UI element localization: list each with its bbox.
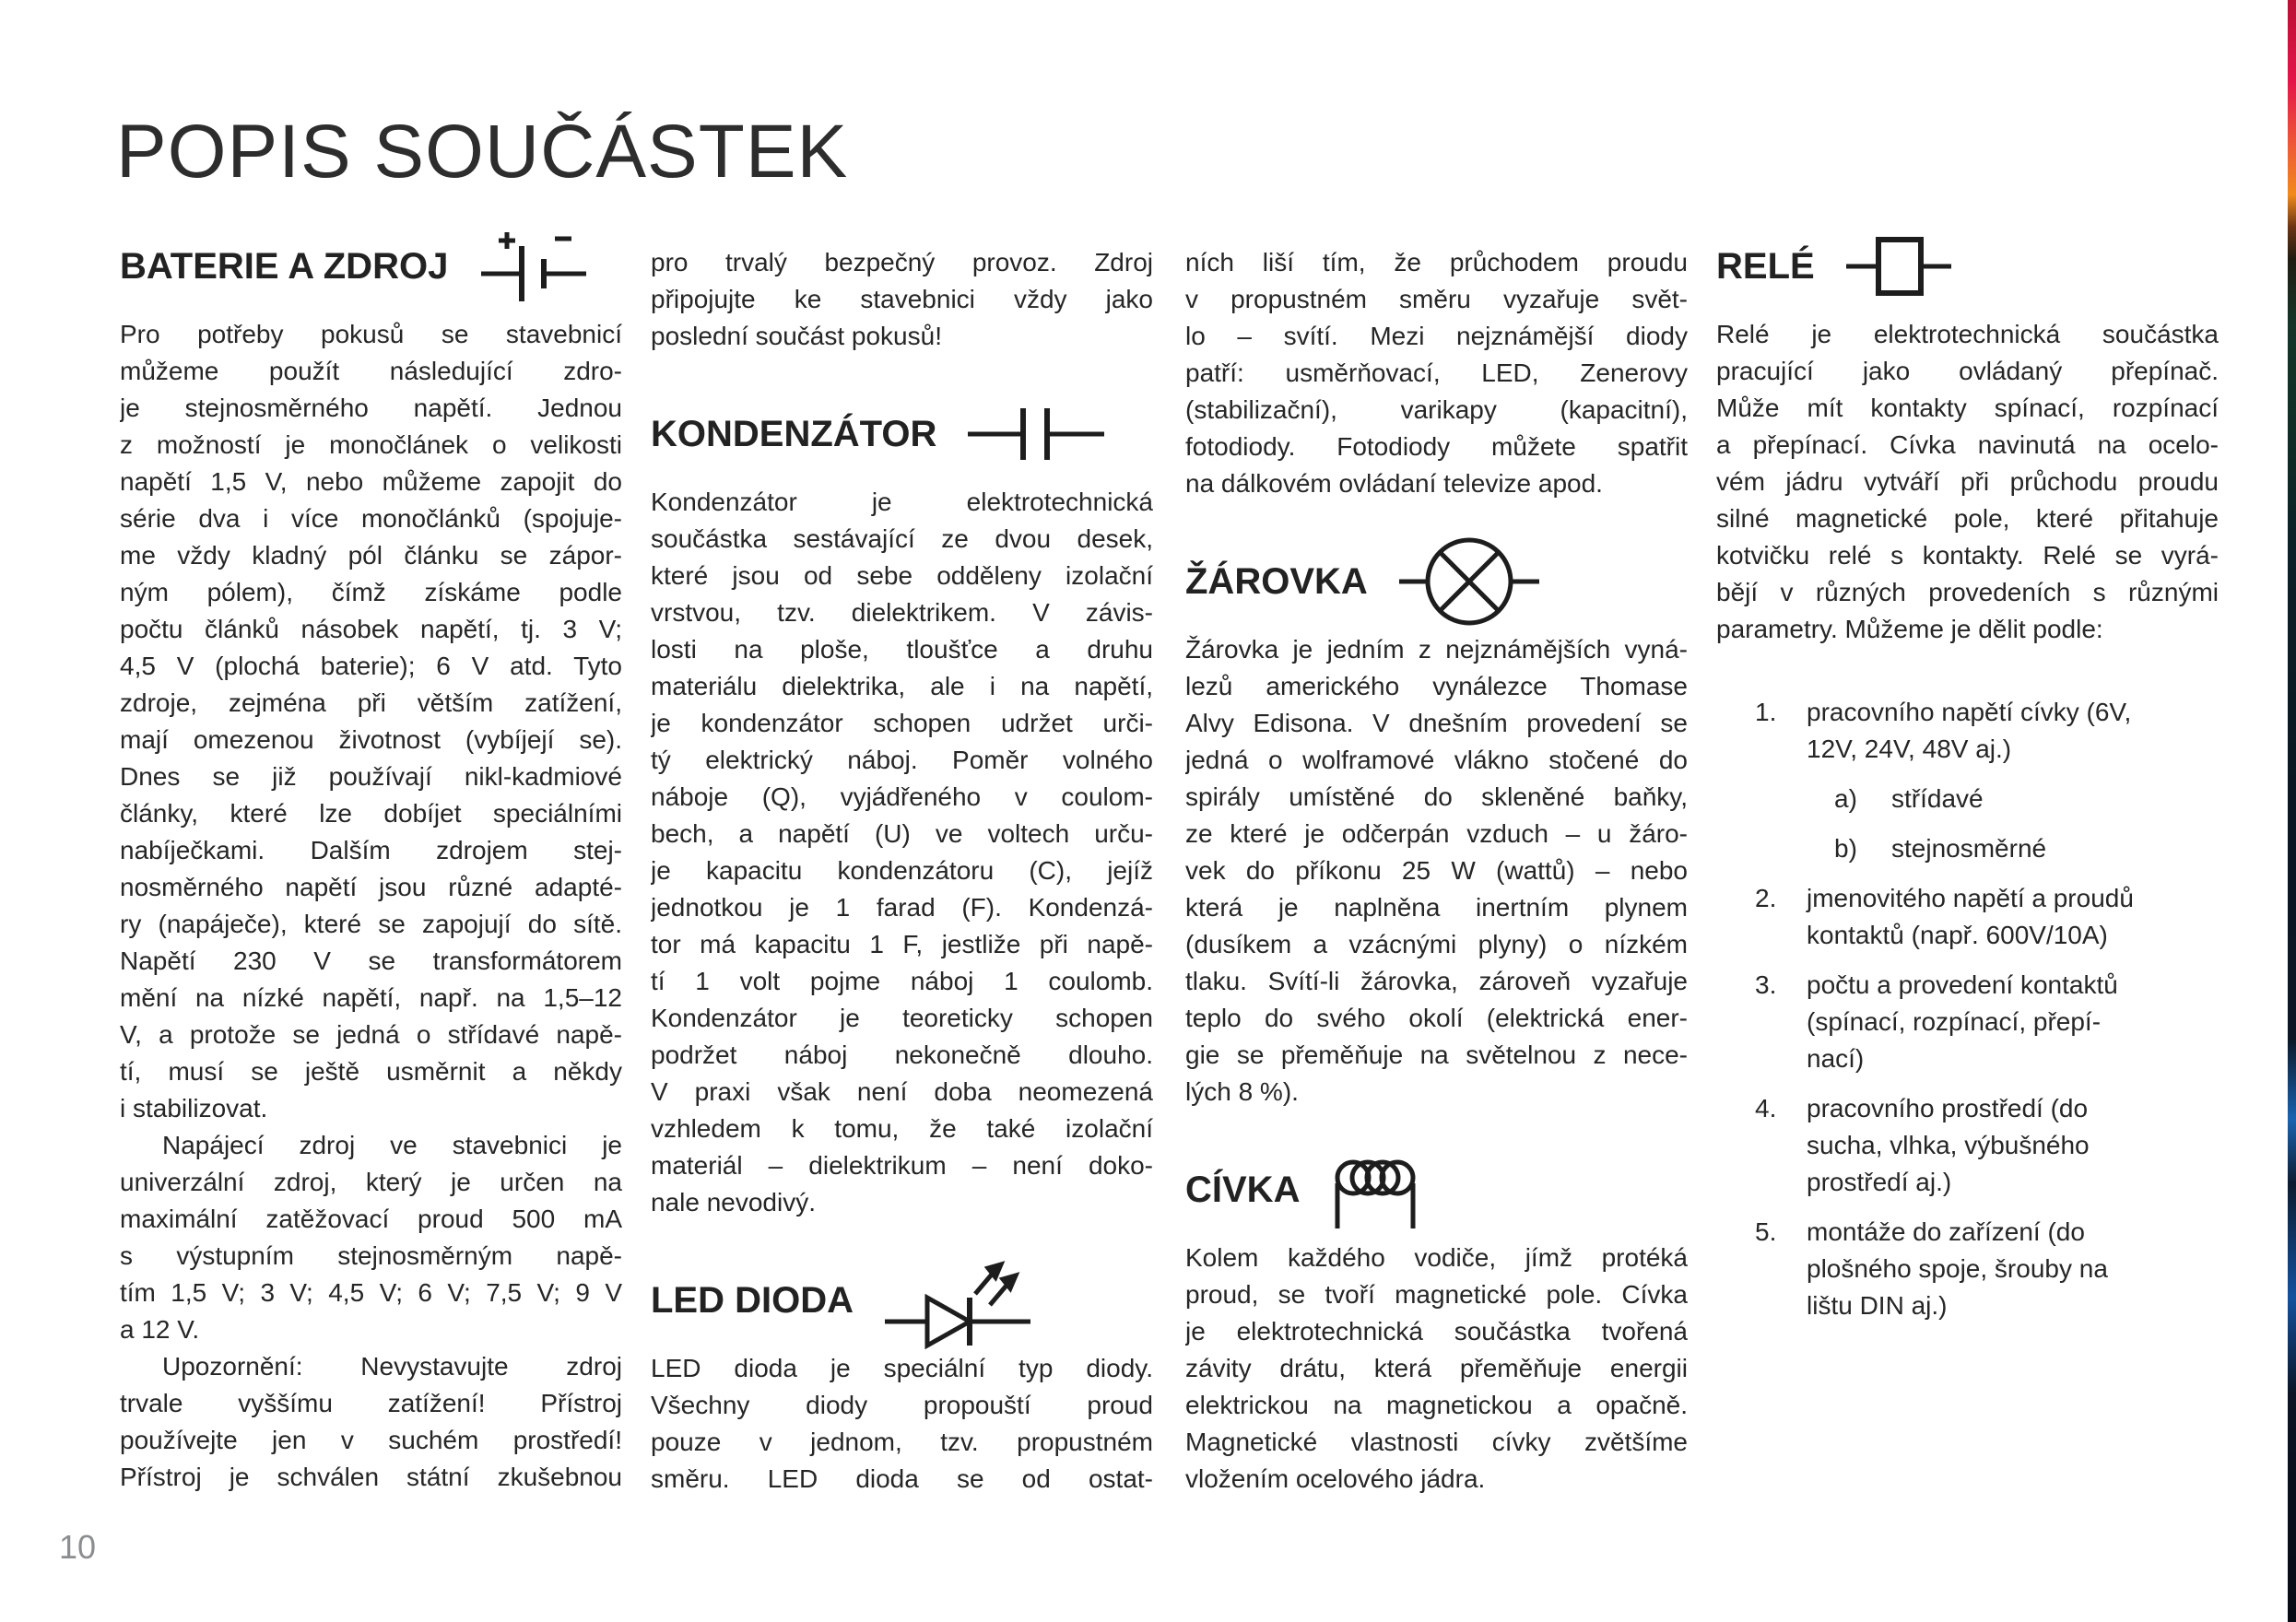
text-line: trvale vyššímu zatížení! Přístroj bbox=[120, 1389, 622, 1417]
text-line: je elektrotechnická součástka tvořená bbox=[1185, 1317, 1688, 1346]
text-line: směru. LED dioda se od ostat- bbox=[651, 1464, 1153, 1493]
list-item-line: jmenovitého napětí a proudů bbox=[1807, 884, 2134, 912]
list-item-number: 5. bbox=[1755, 1217, 1777, 1246]
text-line: gie se přeměňuje na světelnou z nece- bbox=[1185, 1040, 1688, 1069]
text-line: bech, a napětí (U) ve voltech urču- bbox=[651, 819, 1153, 848]
list-item-number: 3. bbox=[1755, 970, 1777, 999]
capacitor-symbol-icon bbox=[968, 406, 1106, 463]
list-item bbox=[1716, 694, 2219, 768]
text-line: ry (napáječe), které se zapojují do sítě. bbox=[120, 910, 622, 938]
paragraph bbox=[1716, 316, 2219, 648]
text-line: tlaku. Svítí-li žárovka, zároveň vyzařuje bbox=[1185, 967, 1688, 995]
relay-classification-list bbox=[1716, 694, 2219, 1324]
text-line: které jsou od sebe odděleny izolační bbox=[651, 561, 1153, 590]
list-item-line: počtu a provedení kontaktů bbox=[1807, 970, 2118, 999]
text-line: vložením ocelového jádra. bbox=[1185, 1464, 1486, 1493]
list-item-line: (spínací, rozpínací, přepí- bbox=[1807, 1007, 2102, 1036]
text-line: poslední součást pokusů! bbox=[651, 322, 942, 350]
list-item-number: 1. bbox=[1755, 698, 1777, 726]
text-line: teplo do svého okolí (elektrická ener- bbox=[1185, 1004, 1688, 1032]
list-item bbox=[1716, 967, 2219, 1077]
section-heading-kondenzator bbox=[651, 412, 1153, 456]
text-line: vém jádru vytváří při průchodu proudu bbox=[1716, 467, 2219, 496]
text-line: tí, musí se ještě usměrnit a někdy bbox=[120, 1057, 622, 1086]
lamp-symbol-icon bbox=[1399, 530, 1539, 633]
text-line: náboje (Q), vyjádřeného v coulom- bbox=[651, 782, 1153, 811]
relay-symbol-icon bbox=[1846, 237, 1953, 296]
text-line: pouze v jednom, tzv. propustném bbox=[651, 1428, 1153, 1456]
paragraph bbox=[651, 1350, 1153, 1498]
text-line: připojujte ke stavebnici vždy jako bbox=[651, 285, 1153, 313]
list-item-line: pracovního napětí cívky (6V, bbox=[1807, 698, 2132, 726]
section-title: ŽÁROVKA bbox=[1185, 560, 1368, 602]
list-item-line: 12V, 24V, 48V aj.) bbox=[1807, 735, 2012, 763]
column-1 bbox=[120, 244, 622, 1496]
text-line: z možností je monočlánek o velikosti bbox=[120, 430, 622, 459]
text-line: v propustném směru vyzařuje svět- bbox=[1185, 285, 1688, 313]
text-line: Upozornění: Nevystavujte zdroj bbox=[162, 1352, 622, 1381]
text-line: losti na ploše, tloušťce a druhu bbox=[651, 635, 1153, 664]
coil-symbol-icon bbox=[1331, 1150, 1419, 1229]
text-line: i stabilizovat. bbox=[120, 1094, 268, 1122]
text-line: Napětí 230 V se transformátorem bbox=[120, 946, 622, 975]
led-diode-symbol-icon bbox=[885, 1253, 1032, 1347]
list-item-line: sucha, vlhka, výbušného bbox=[1807, 1131, 2090, 1159]
text-line: fotodiody. Fotodiody můžete spatřit bbox=[1185, 432, 1688, 461]
column-2 bbox=[651, 244, 1153, 1498]
text-line: Magnetické vlastnosti cívky zvětšíme bbox=[1185, 1428, 1688, 1456]
section-heading-zarovka bbox=[1185, 559, 1688, 604]
text-line: pracující jako ovládaný přepínač. bbox=[1716, 357, 2219, 385]
text-line: silné magnetické pole, které přitahuje bbox=[1716, 504, 2219, 533]
paragraph bbox=[651, 484, 1153, 1221]
section-title: CÍVKA bbox=[1185, 1169, 1301, 1210]
text-line: tor má kapacitu 1 F, jestliže při napě- bbox=[651, 930, 1153, 958]
text-line: závity drátu, která přeměňuje energii bbox=[1185, 1354, 1688, 1382]
paragraph bbox=[120, 316, 622, 1496]
text-line: ních liší tím, že průchodem proudu bbox=[1185, 248, 1688, 276]
text-line: Dnes se již používají nikl-kadmiové bbox=[120, 762, 622, 791]
text-line: ze které je odčerpán vzduch – u žáro- bbox=[1185, 819, 1688, 848]
list-item-line: kontaktů (např. 600V/10A) bbox=[1807, 921, 2108, 949]
text-line: spirály umístěné do skleněné baňky, bbox=[1185, 782, 1688, 811]
text-line: nale nevodivý. bbox=[651, 1188, 817, 1216]
text-line: a 12 V. bbox=[120, 1315, 200, 1344]
text-line: Kondenzátor je teoreticky schopen bbox=[651, 1004, 1153, 1032]
text-line: mají omezenou životnost (vybíjejí se). bbox=[120, 725, 622, 754]
text-line: V praxi však není doba neomezená bbox=[651, 1077, 1153, 1106]
section-title: KONDENZÁTOR bbox=[651, 413, 937, 454]
paragraph bbox=[1185, 244, 1688, 502]
text-line: vrstvou, tzv. dielektrikem. V závis- bbox=[651, 598, 1153, 627]
text-line: série dva i více monočlánků (spojuje- bbox=[120, 504, 622, 533]
text-line: tí 1 volt pojme náboj 1 coulomb. bbox=[651, 967, 1153, 995]
text-line: tím 1,5 V; 3 V; 4,5 V; 6 V; 7,5 V; 9 V bbox=[120, 1278, 622, 1307]
list-item-line: pracovního prostředí (do bbox=[1807, 1094, 2089, 1122]
text-line: Pro potřeby pokusů se stavebnicí bbox=[120, 320, 622, 348]
text-line: pro trvalý bezpečný provoz. Zdroj bbox=[651, 248, 1153, 276]
text-line: (dusíkem a vzácnými plyny) o nízkém bbox=[1185, 930, 1688, 958]
text-line: Relé je elektrotechnická součástka bbox=[1716, 320, 2219, 348]
text-line: napětí 1,5 V, nebo můžeme zapojit do bbox=[120, 467, 622, 496]
text-line: je kapacitu kondenzátoru (C), jejíž bbox=[651, 856, 1153, 885]
list-item-line: plošného spoje, šrouby na bbox=[1807, 1254, 2108, 1283]
section-heading-led-dioda bbox=[651, 1278, 1153, 1322]
text-line: vzhledem k tomu, že také izolační bbox=[651, 1114, 1153, 1143]
list-item-number: a) bbox=[1834, 784, 1857, 813]
list-item bbox=[1716, 781, 2219, 817]
text-line: podržet náboj nekonečně dlouho. bbox=[651, 1040, 1153, 1069]
text-line: elektrickou na magnetickou a opačně. bbox=[1185, 1391, 1688, 1419]
column-3 bbox=[1185, 244, 1688, 1498]
list-item bbox=[1716, 830, 2219, 867]
page-title: POPIS SOUČÁSTEK bbox=[116, 110, 849, 194]
paragraph bbox=[651, 244, 1153, 355]
list-item-line: stejnosměrné bbox=[1891, 834, 2047, 863]
text-line: vek do příkonu 25 W (wattů) – nebo bbox=[1185, 856, 1688, 885]
text-line: zdroje, zejména při větším zatížení, bbox=[120, 688, 622, 717]
list-item-line: montáže do zařízení (do bbox=[1807, 1217, 2085, 1246]
list-item bbox=[1716, 1090, 2219, 1201]
section-title: RELÉ bbox=[1716, 245, 1815, 287]
text-line: kotvičku relé s kontakty. Relé se vyrá- bbox=[1716, 541, 2219, 570]
section-heading-civka bbox=[1185, 1168, 1688, 1212]
text-line: jednotkou je 1 farad (F). Kondenzá- bbox=[651, 893, 1153, 922]
text-line: Všechny diody propouští proud bbox=[651, 1391, 1153, 1419]
text-line: lezů amerického vynálezce Thomase bbox=[1185, 672, 1688, 700]
text-line: bějí v různých provedeních s různými bbox=[1716, 578, 2219, 606]
text-line: 4,5 V (plochá baterie); 6 V atd. Tyto bbox=[120, 652, 622, 680]
list-item-line: lištu DIN aj.) bbox=[1807, 1291, 1948, 1320]
text-line: používejte jen v suchém prostředí! bbox=[120, 1426, 622, 1454]
right-edge-photo-strip bbox=[2288, 0, 2296, 1622]
text-line: články, které lze dobíjet speciálními bbox=[120, 799, 622, 828]
text-line: V, a protože se jedná o střídavé napě- bbox=[120, 1020, 622, 1049]
text-line: mění na nízké napětí, např. na 1,5–12 bbox=[120, 983, 622, 1012]
text-line: Alvy Edisona. V dnešním provedení se bbox=[1185, 709, 1688, 737]
text-line: lých 8 %). bbox=[1185, 1077, 1299, 1106]
text-line: me vždy kladný pól článku se zápor- bbox=[120, 541, 622, 570]
text-line: ným pólem), čímž získáme podle bbox=[120, 578, 622, 606]
section-heading-rele bbox=[1716, 244, 2219, 288]
list-item-number: 2. bbox=[1755, 884, 1777, 912]
list-item bbox=[1716, 880, 2219, 954]
list-item-line: střídavé bbox=[1891, 784, 1984, 813]
text-line: jedná o wolframové vlákno stočené do bbox=[1185, 746, 1688, 774]
text-line: nosměrného napětí jsou různé adapté- bbox=[120, 873, 622, 901]
paragraph bbox=[1185, 1240, 1688, 1498]
list-item-line: nací) bbox=[1807, 1044, 1865, 1073]
section-title: LED DIODA bbox=[651, 1279, 854, 1321]
text-line: Kolem každého vodiče, jímž protéká bbox=[1185, 1243, 1688, 1272]
text-line: která je naplněna inertním plynem bbox=[1185, 893, 1688, 922]
text-line: na dálkovém ovládaní televize apod. bbox=[1185, 469, 1603, 498]
column-4 bbox=[1716, 244, 2219, 1337]
text-line: a přepínací. Cívka navinutá na ocelo- bbox=[1716, 430, 2219, 459]
text-line: nabíječkami. Dalším zdrojem stej- bbox=[120, 836, 622, 864]
text-line: materiálu dielektrika, ale i na napětí, bbox=[651, 672, 1153, 700]
text-line: Napájecí zdroj ve stavebnici je bbox=[162, 1131, 622, 1159]
text-line: maximální zatěžovací proud 500 mA bbox=[120, 1205, 622, 1233]
text-line: univerzální zdroj, který je určen na bbox=[120, 1168, 622, 1196]
text-line: s výstupním stejnosměrným napě- bbox=[120, 1241, 622, 1270]
paragraph bbox=[1185, 631, 1688, 1111]
text-line: (stabilizační), varikapy (kapacitní), bbox=[1185, 395, 1688, 424]
list-item-number: b) bbox=[1834, 834, 1857, 863]
section-heading-baterie-a-zdroj bbox=[120, 244, 622, 288]
battery-symbol-icon bbox=[479, 230, 588, 302]
text-line: Může mít kontakty spínací, rozpínací bbox=[1716, 394, 2219, 422]
page-number: 10 bbox=[59, 1528, 97, 1566]
text-line: je stejnosměrného napětí. Jednou bbox=[120, 394, 622, 422]
text-line: LED dioda je speciální typ diody. bbox=[651, 1354, 1153, 1382]
list-item bbox=[1716, 1214, 2219, 1324]
text-line: Kondenzátor je elektrotechnická bbox=[651, 488, 1153, 516]
text-line: Žárovka je jedním z nejznámějších vyná- bbox=[1185, 635, 1688, 664]
text-line: můžeme použít následující zdro- bbox=[120, 357, 622, 385]
text-line: lo – svítí. Mezi nejznámější diody bbox=[1185, 322, 1688, 350]
list-item-number: 4. bbox=[1755, 1094, 1777, 1122]
section-title: BATERIE A ZDROJ bbox=[120, 245, 449, 287]
text-line: materiál – dielektrikum – není doko- bbox=[651, 1151, 1153, 1180]
text-line: počtu článků násobek napětí, tj. 3 V; bbox=[120, 615, 622, 643]
text-line: tý elektrický náboj. Poměr volného bbox=[651, 746, 1153, 774]
text-line: parametry. Můžeme je dělit podle: bbox=[1716, 615, 2103, 643]
text-line: součástka sestávající ze dvou desek, bbox=[651, 524, 1153, 553]
text-line: patří: usměrňovací, LED, Zenerovy bbox=[1185, 358, 1688, 387]
text-line: proud, se tvoří magnetické pole. Cívka bbox=[1185, 1280, 1688, 1309]
text-line: Přístroj je schválen státní zkušebnou bbox=[120, 1463, 622, 1491]
list-item-line: prostředí aj.) bbox=[1807, 1168, 1952, 1196]
text-line: je kondenzátor schopen udržet urči- bbox=[651, 709, 1153, 737]
